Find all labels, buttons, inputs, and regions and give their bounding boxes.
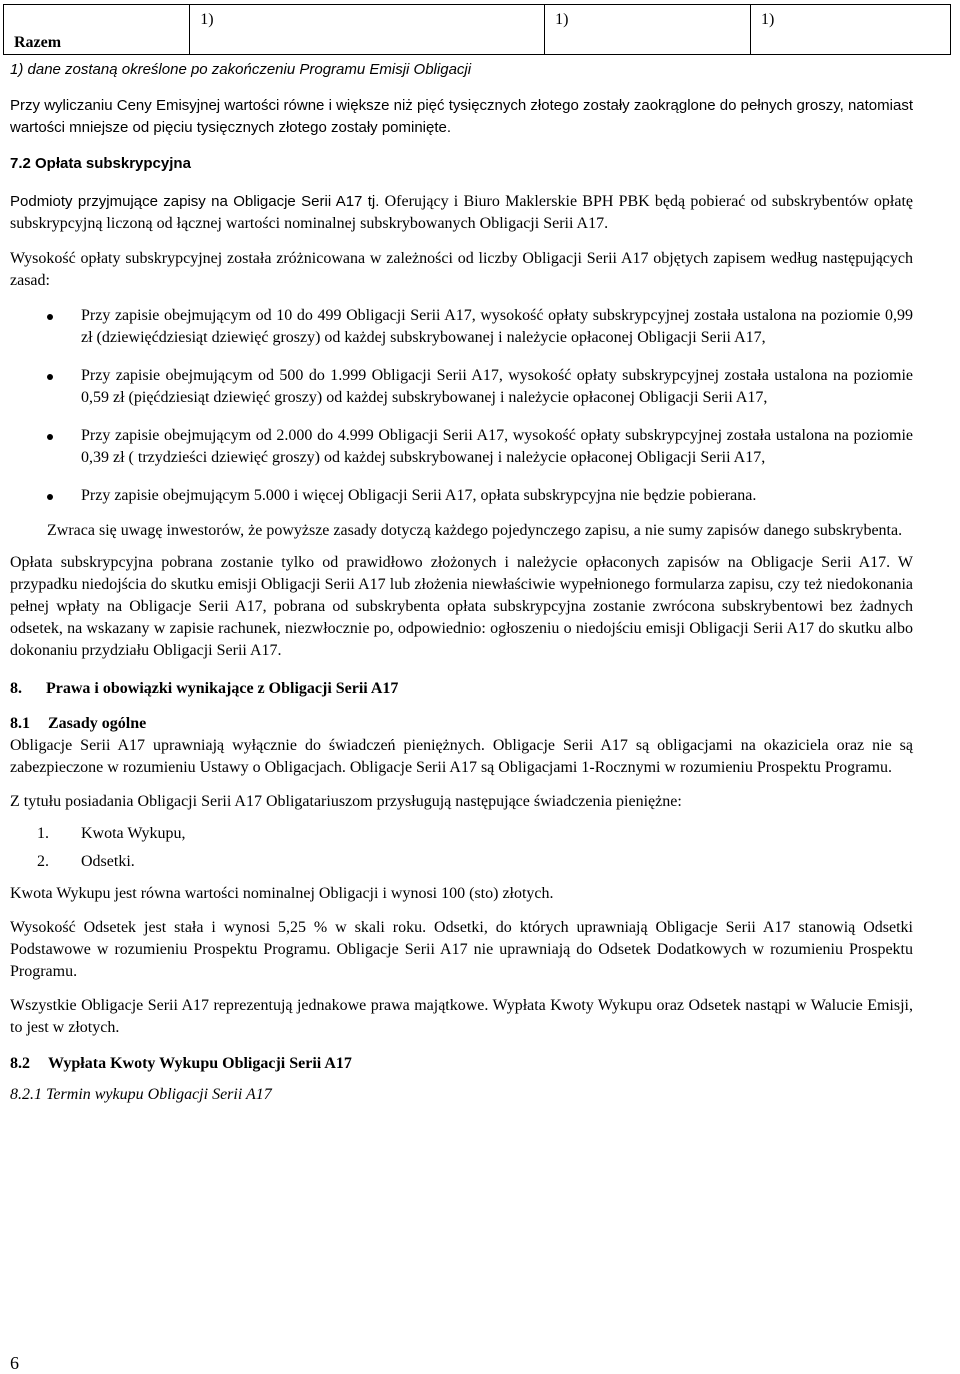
section-8-1-para4: Wysokość Odsetek jest stała i wynosi 5,25 % w skali roku. Odsetki, do których uprawniają Obligacje Serii A17 stanowią Odsetki Podstawowe w rozumieniu Prospektu Programu. Obligacje Serii A17 nie uprawniają do Odsetek Dodatkowych w rozumieniu Prospektu Programu. bbox=[10, 919, 913, 980]
rounding-note: Przy wyliczaniu Ceny Emisyjnej wartości równe i większe niż pięć tysięcznych złotego zostały zaokrąglone do pełnych groszy, natomiast wartości mniejsze od pięciu tysięcznych złotego zostały pominięte. bbox=[10, 97, 913, 136]
table-cell bbox=[545, 5, 751, 55]
table-cell bbox=[751, 5, 951, 55]
intro-rest: Oferujący i Biuro Maklerskie BPH PBK będą pobierać od subskrybentów opłatę subskrypcyjną liczoną od łącznej wartości nominalnej subskrybowanych Obligacji Serii A17. bbox=[10, 193, 913, 232]
bullet-icon bbox=[47, 314, 53, 320]
list-item bbox=[10, 823, 913, 845]
list-item-text: Odsetki. bbox=[81, 853, 135, 870]
summary-table bbox=[3, 4, 951, 55]
bullet-icon bbox=[47, 494, 53, 500]
list-item bbox=[10, 305, 913, 349]
table-label-cell bbox=[4, 5, 190, 55]
table-row bbox=[4, 5, 951, 55]
page-number: 6 bbox=[10, 1353, 19, 1373]
section-8-1-para2: Z tytułu posiadania Obligacji Serii A17 Obligatariuszom przysługują następujące świadczenia pieniężne: bbox=[10, 793, 682, 810]
section-7-2-heading: 7.2 Opłata subskrypcyjna bbox=[10, 155, 191, 172]
section-8-1-para5: Wszystkie Obligacje Serii A17 reprezentują jednakowe prawa majątkowe. Wypłata Kwoty Wykupu oraz Odsetek nastąpi w Walucie Emisji, to jest w złotych. bbox=[10, 997, 913, 1036]
list-item bbox=[10, 851, 913, 873]
list-item-text: Przy zapisie obejmującym od 500 do 1.999 Obligacji Serii A17, wysokość opłaty subskrypcyjnej została ustalona na poziomie 0,59 zł (pięćdziesiąt dziewięć groszy) od każdej subskrybowanej i należycie opłaconej Obligacji Serii A17, bbox=[81, 367, 913, 406]
section-8-title: Prawa i obowiązki wynikające z Obligacji Serii A17 bbox=[46, 680, 399, 697]
list-item-text: Przy zapisie obejmującym od 2.000 do 4.999 Obligacji Serii A17, wysokość opłaty subskrypcyjnej została ustalona na poziomie 0,39 zł ( trzydzieści dziewięć groszy) od każdej subskrybowanej i należycie opłaconej Obligacji Serii A17, bbox=[81, 427, 913, 466]
section-8-2-heading bbox=[10, 1053, 913, 1075]
table-cell-value: 1) bbox=[555, 11, 569, 28]
section-8-1-para1: Obligacje Serii A17 uprawniają wyłącznie do świadczeń pieniężnych. Obligacje Serii A17 są obligacjami na okaziciela oraz nie są zabezpieczone w rozumieniu Ustawy o Obligacjach. Obligacje Serii A17 są Obligacjami 1-Rocznymi w rozumieniu Prospektu Programu. bbox=[10, 737, 913, 776]
intro-lead: Podmioty przyjmujące zapisy na Obligacje Serii A17 tj. bbox=[10, 193, 380, 210]
investor-note: Zwraca się uwagę inwestorów, że powyższe zasady dotyczą każdego pojedynczego zapisu, a nie sumy zapisów danego subskrybenta. bbox=[47, 522, 903, 539]
list-item-text: Przy zapisie obejmującym od 10 do 499 Obligacji Serii A17, wysokość opłaty subskrypcyjnej została ustalona na poziomie 0,99 zł (dziewięćdziesiąt dziewięć groszy) od każdej subskrybowanej i należycie opłaconej Obligacji Serii A17, bbox=[81, 307, 913, 346]
table-footnote: 1) dane zostaną określone po zakończeniu Programu Emisji Obligacji bbox=[10, 61, 472, 78]
section-8-2-title: Wypłata Kwoty Wykupu Obligacji Serii A17 bbox=[48, 1055, 352, 1072]
refund-paragraph: Opłata subskrypcyjna pobrana zostanie tylko od prawidłowo złożonych i należycie opłaconych zapisów na Obligacje Serii A17. W przypadku niedojścia do skutku emisji Obligacji Serii A17 lub złożenia niewłaściwie wypełnionego formularza zapisu, czy też niedokonania pełnej wpłaty na Obligacje Serii A17, pobrana od subskrybenta opłata subskrypcyjna zostanie zwrócona subskrybentowi bez żadnych odsetek, na wskazany w zapisie rachunek, niezwłocznie po, odpowiednio: ogłoszeniu o niedojściu emisji Obligacji Serii A17 do skutku albo dokonaniu przydziału Obligacji Serii A17. bbox=[10, 554, 913, 659]
section-8-heading bbox=[10, 678, 913, 700]
section-8-2-number: 8.2 bbox=[10, 1055, 30, 1072]
section-8-2-1-heading: 8.2.1 Termin wykupu Obligacji Serii A17 bbox=[10, 1086, 272, 1103]
section-8-1-title: Zasady ogólne bbox=[48, 715, 147, 732]
bullet-icon bbox=[47, 434, 53, 440]
section-8-number: 8. bbox=[10, 680, 22, 697]
list-item-text: Przy zapisie obejmującym 5.000 i więcej Obligacji Serii A17, opłata subskrypcyjna nie będzie pobierana. bbox=[81, 487, 757, 504]
list-item-text: Kwota Wykupu, bbox=[81, 825, 186, 842]
list-item bbox=[10, 485, 913, 507]
bullet-icon bbox=[47, 374, 53, 380]
list-item-number: 2. bbox=[37, 853, 49, 870]
table-cell bbox=[190, 5, 545, 55]
document-page bbox=[10, 4, 913, 1106]
section-7-2-intro bbox=[10, 191, 913, 235]
benefits-list bbox=[10, 823, 913, 873]
section-8-1-para3: Kwota Wykupu jest równa wartości nominalnej Obligacji i wynosi 100 (sto) złotych. bbox=[10, 885, 554, 902]
fee-rules-intro: Wysokość opłaty subskrypcyjnej została zróżnicowana w zależności od liczby Obligacji Serii A17 objętych zapisem według następujących zasad: bbox=[10, 250, 913, 289]
list-item bbox=[10, 425, 913, 469]
section-8-1-heading bbox=[10, 713, 913, 735]
list-item-number: 1. bbox=[37, 825, 49, 842]
list-item bbox=[10, 365, 913, 409]
table-cell-value: 1) bbox=[200, 11, 214, 28]
fee-rules-list bbox=[10, 305, 913, 507]
table-label: Razem bbox=[14, 34, 62, 51]
table-cell-value: 1) bbox=[761, 11, 775, 28]
section-8-1-number: 8.1 bbox=[10, 715, 30, 732]
